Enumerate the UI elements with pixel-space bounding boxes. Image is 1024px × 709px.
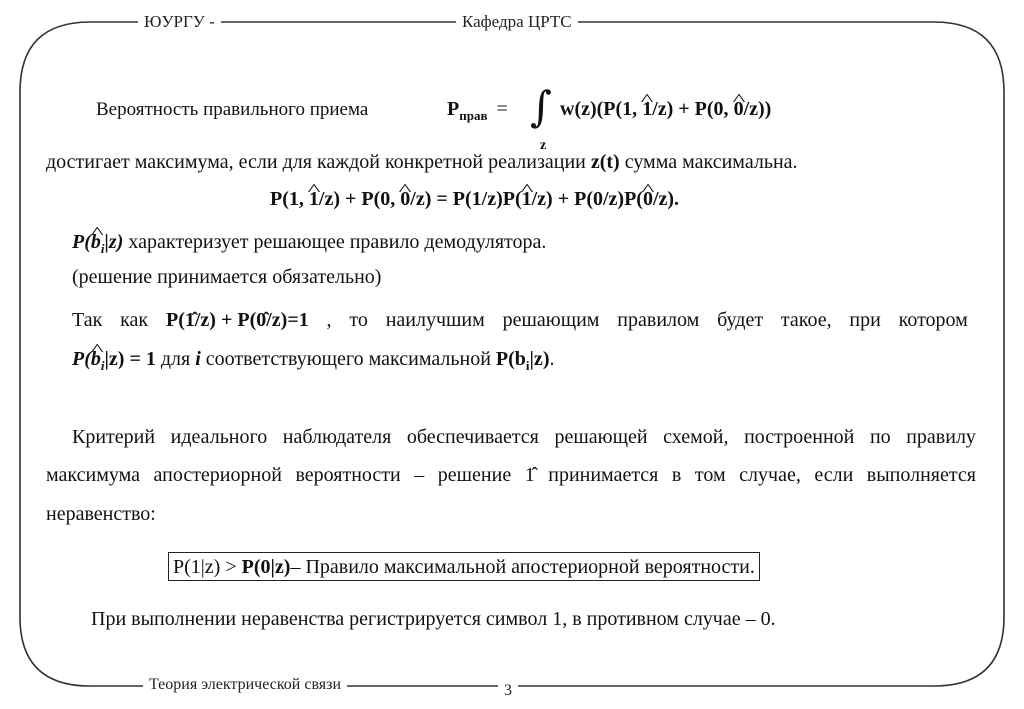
- criterion-1-word: идеального: [170, 426, 268, 448]
- criterion-2-word: если: [814, 464, 854, 486]
- criterion-2-word: 1̂: [524, 464, 535, 486]
- criterion-2-word: случае,: [739, 464, 801, 486]
- criterion-line-1: [72, 425, 976, 449]
- criterion-1-word: наблюдателя: [282, 426, 392, 448]
- since-word: при: [849, 309, 881, 331]
- prob-label: Вероятность правильного приема: [96, 99, 369, 120]
- since-word: решающим: [502, 309, 600, 331]
- criterion-1-word: Критерий: [72, 426, 156, 448]
- criterion-2-word: вероятности: [295, 464, 401, 486]
- map-rule-box: P(1|z) > P(0|z)– Правило максимальной апостериорной вероятности.: [168, 552, 760, 581]
- integral-sign: ∫: [530, 82, 552, 131]
- since-word: P(1̂/z) + P(0̂/z)=1: [165, 309, 309, 331]
- criterion-2-word: принимается: [548, 464, 659, 486]
- criterion-2-word: том: [694, 464, 726, 486]
- since-word: как: [120, 309, 149, 331]
- criterion-2-word: в: [671, 464, 682, 486]
- criterion-2-word: выполняется: [866, 464, 976, 486]
- criterion-1-word: по: [869, 426, 891, 448]
- header-right: Кафедра ЦРТС: [456, 12, 578, 32]
- formula-p-right-rhs: w(z)(P(1, ^ 1/z) + P(0, ^ 0/z)): [560, 97, 771, 121]
- criterion-1-word: правилу: [906, 426, 976, 448]
- since-word: будет: [717, 309, 764, 331]
- line-since: [72, 308, 968, 332]
- since-word: котором: [898, 309, 968, 331]
- since-word: ,: [326, 309, 332, 331]
- criterion-2-word: максимума: [46, 464, 140, 486]
- criterion-2-word: –: [414, 464, 425, 486]
- footer-page-number: 3: [498, 681, 518, 701]
- integral-subscript: z: [540, 138, 547, 153]
- since-word: то: [349, 309, 368, 331]
- line-maximum: достигает максимума, если для каждой конкретной реализации z(t) сумма максимальна.: [46, 151, 798, 173]
- criterion-2-word: апостериорной: [153, 464, 282, 486]
- line-note: (решение принимается обязательно): [72, 266, 382, 288]
- formula-p-right: $P_{прав}$ =: [447, 98, 508, 123]
- criterion-1-word: обеспечивается: [406, 426, 539, 448]
- criterion-1-word: построенной: [744, 426, 855, 448]
- since-word: правилом: [617, 309, 700, 331]
- since-word: наилучшим: [385, 309, 485, 331]
- final-line: При выполнении неравенства регистрируется символ 1, в противном случае – 0.: [91, 608, 776, 630]
- criterion-1-word: схемой,: [663, 426, 729, 448]
- criterion-2-word: решение: [437, 464, 512, 486]
- footer-course: Теория электрической связи: [143, 675, 347, 695]
- since-word: такое,: [780, 309, 832, 331]
- criterion-line-2: [46, 463, 976, 487]
- header-left: ЮУРГУ -: [138, 12, 221, 32]
- since-word: Так: [72, 309, 103, 331]
- criterion-1-word: решающей: [554, 426, 648, 448]
- criterion-line-3: неравенство:: [46, 503, 156, 525]
- line-since-2: P(^ $b_i|z) = 1$ для i соответствующего максимальной $P(b_i|z)$.: [72, 347, 554, 378]
- line-decision-rule: P(^ $b_i|z$) характеризует решающее правило демодулятора.: [72, 230, 546, 261]
- formula-sum: P(1, ^ 1/z) + P(0, ^ 0/z) = P(1/z)P(^ 1/z) + P(0/z)P(^ 0/z).: [270, 187, 679, 211]
